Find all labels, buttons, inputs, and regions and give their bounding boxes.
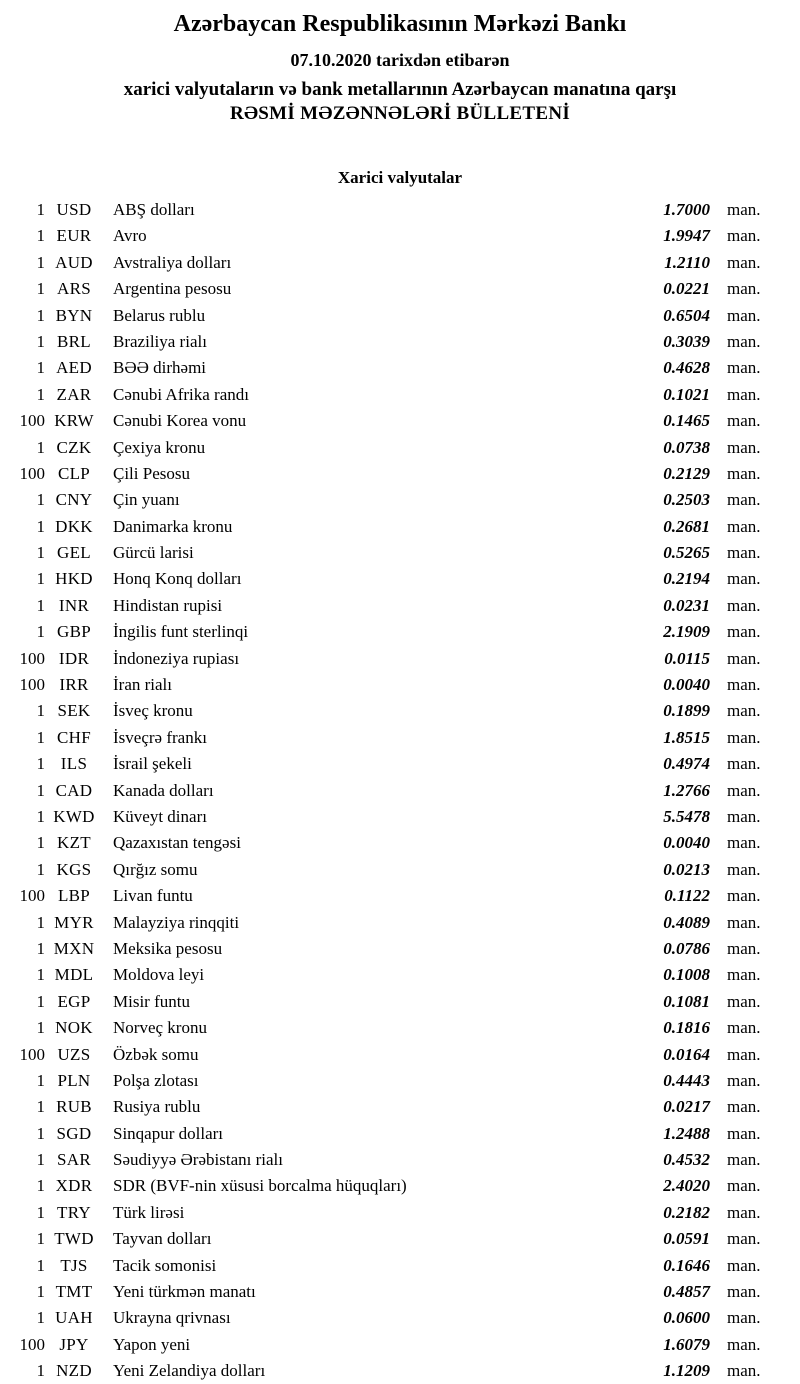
- currency-quantity: 1: [36, 1123, 45, 1143]
- currency-name: Honq Konq dolları: [113, 569, 242, 589]
- currency-code: XDR: [55, 1176, 93, 1196]
- currency-rate: 1.6079: [663, 1334, 710, 1354]
- rate-row: [0, 514, 800, 540]
- rate-row: [0, 329, 800, 355]
- currency-code: DKK: [55, 516, 93, 536]
- unit-label: man.: [727, 1070, 761, 1090]
- currency-quantity: 1: [36, 305, 45, 325]
- currency-code: IRR: [59, 675, 89, 695]
- currency-quantity: 1: [36, 1018, 45, 1038]
- rate-row: [0, 857, 800, 883]
- unit-label: man.: [727, 1044, 761, 1064]
- currency-rate: 0.0217: [663, 1097, 710, 1117]
- rate-row: [0, 593, 800, 619]
- unit-label: man.: [727, 384, 761, 404]
- currency-name: Qırğız somu: [113, 859, 198, 879]
- currency-quantity: 1: [36, 859, 45, 879]
- unit-label: man.: [727, 543, 761, 563]
- currency-code: KZT: [57, 833, 91, 853]
- currency-name: BƏƏ dirhəmi: [113, 358, 207, 378]
- currency-rate: 0.0213: [663, 859, 710, 879]
- currency-code: JPY: [59, 1334, 89, 1354]
- currency-code: TWD: [54, 1229, 94, 1249]
- unit-label: man.: [727, 1123, 761, 1143]
- currency-name: Livan funtu: [113, 886, 193, 906]
- rate-row: [0, 303, 800, 329]
- currency-rate: 1.2766: [663, 780, 710, 800]
- unit-label: man.: [727, 1308, 761, 1328]
- unit-label: man.: [727, 252, 761, 272]
- currency-name: Yapon yeni: [113, 1334, 191, 1354]
- unit-label: man.: [727, 200, 761, 219]
- rate-row: [0, 1173, 800, 1199]
- currency-rate: 0.4857: [663, 1282, 710, 1302]
- currency-code: BYN: [55, 305, 93, 325]
- unit-label: man.: [727, 912, 761, 932]
- rate-row: [0, 1332, 800, 1358]
- unit-label: man.: [727, 305, 761, 325]
- rate-row: [0, 910, 800, 936]
- rate-row: [0, 830, 800, 856]
- currency-rate: 1.1209: [663, 1361, 710, 1381]
- currency-code: MXN: [53, 938, 95, 958]
- currency-name: Türk lirəsi: [113, 1202, 185, 1222]
- currency-name: Norveç kronu: [113, 1018, 207, 1038]
- currency-name: İsveçrə frankı: [113, 727, 207, 747]
- currency-code: SAR: [57, 1150, 91, 1170]
- currency-quantity: 1: [36, 1150, 45, 1170]
- currency-name: Özbək somu: [113, 1044, 199, 1064]
- unit-label: man.: [727, 938, 761, 958]
- rate-row: [0, 355, 800, 381]
- currency-quantity: 1: [36, 1070, 45, 1090]
- rate-row: [0, 619, 800, 645]
- currency-name: Çin yuanı: [113, 490, 180, 510]
- rate-row: [0, 989, 800, 1015]
- currency-code: EGP: [57, 991, 91, 1011]
- rate-row: [0, 936, 800, 962]
- currency-quantity: 1: [36, 437, 45, 457]
- currency-rate: 0.4628: [663, 358, 710, 378]
- currency-name: İran rialı: [113, 675, 172, 695]
- rate-row: [0, 566, 800, 592]
- rate-row: [0, 382, 800, 408]
- currency-quantity: 1: [36, 1282, 45, 1302]
- currency-code: UAH: [55, 1308, 93, 1328]
- currency-quantity: 1: [36, 569, 45, 589]
- unit-label: man.: [727, 1202, 761, 1222]
- unit-label: man.: [727, 859, 761, 879]
- currency-name: Meksika pesosu: [113, 938, 223, 958]
- currency-code: KGS: [56, 859, 92, 879]
- currency-code: MYR: [54, 912, 94, 932]
- currency-code: SGD: [56, 1123, 92, 1143]
- rate-row: [0, 1200, 800, 1226]
- rate-row: [0, 778, 800, 804]
- currency-quantity: 1: [36, 595, 45, 615]
- rate-row: [0, 1279, 800, 1305]
- currency-code: CNY: [55, 490, 93, 510]
- rate-row: [0, 672, 800, 698]
- rate-row: [0, 725, 800, 751]
- currency-rate: 0.1021: [663, 384, 710, 404]
- currency-quantity: 1: [36, 991, 45, 1011]
- currency-quantity: 1: [36, 384, 45, 404]
- currency-name: Polşa zlotası: [113, 1070, 199, 1090]
- currency-rate: 0.0786: [663, 938, 710, 958]
- unit-label: man.: [727, 1097, 761, 1117]
- currency-code: EUR: [56, 226, 92, 246]
- currency-code: INR: [58, 595, 90, 615]
- rate-row: [0, 1121, 800, 1147]
- currency-quantity: 100: [19, 648, 45, 668]
- currency-code: CLP: [57, 463, 91, 483]
- unit-label: man.: [727, 516, 761, 536]
- currency-quantity: 1: [36, 200, 45, 219]
- currency-name: Moldova leyi: [113, 965, 205, 985]
- currency-code: LBP: [57, 886, 91, 906]
- rate-row: [0, 487, 800, 513]
- currency-rate: 0.1008: [663, 965, 710, 985]
- currency-name: Avstraliya dolları: [113, 252, 232, 272]
- currency-rate: 0.0231: [663, 595, 710, 615]
- currency-rate: 0.2129: [663, 463, 710, 483]
- currency-code: RUB: [56, 1097, 92, 1117]
- currency-name: Cənubi Afrika randı: [113, 384, 249, 404]
- currency-rate: 0.4443: [663, 1070, 710, 1090]
- currency-quantity: 1: [36, 622, 45, 642]
- currency-quantity: 1: [36, 727, 45, 747]
- currency-code: CZK: [56, 437, 92, 457]
- currency-code: ILS: [60, 754, 88, 774]
- bank-title: Azərbaycan Respublikasının Mərkəzi Bankı: [173, 11, 627, 37]
- currency-rate: 0.0738: [663, 437, 710, 457]
- currency-code: ZAR: [56, 384, 92, 404]
- currency-rate: 0.2503: [663, 490, 710, 510]
- rate-row: [0, 1253, 800, 1279]
- rate-row: [0, 435, 800, 461]
- currency-rate: 1.9947: [663, 226, 710, 246]
- currency-name: İsveç kronu: [113, 701, 193, 721]
- currency-quantity: 1: [36, 1308, 45, 1328]
- currency-name: Misir funtu: [113, 991, 190, 1011]
- rate-row: [0, 408, 800, 434]
- currency-quantity: 1: [36, 543, 45, 563]
- currency-name: Cənubi Korea vonu: [113, 411, 247, 431]
- currency-rate: 0.2194: [663, 569, 710, 589]
- currency-name: İndoneziya rupiası: [113, 648, 240, 668]
- unit-label: man.: [727, 1255, 761, 1275]
- rate-row: [0, 1226, 800, 1252]
- unit-label: man.: [727, 780, 761, 800]
- unit-label: man.: [727, 727, 761, 747]
- currency-quantity: 1: [36, 1361, 45, 1381]
- currency-quantity: 1: [36, 279, 45, 299]
- currency-code: BRL: [57, 331, 91, 351]
- currency-code: PLN: [57, 1070, 91, 1090]
- unit-label: man.: [727, 331, 761, 351]
- currency-rate: 1.2110: [664, 252, 710, 272]
- currency-rate: 0.2182: [663, 1202, 710, 1222]
- rate-row: [0, 962, 800, 988]
- unit-label: man.: [727, 279, 761, 299]
- currency-code: AED: [56, 358, 92, 378]
- currency-rate: 0.0164: [663, 1044, 710, 1064]
- currency-rate: 0.4974: [663, 754, 710, 774]
- currency-rate: 0.1465: [663, 411, 710, 431]
- currency-code: KWD: [53, 806, 95, 826]
- currency-quantity: 100: [19, 1334, 45, 1354]
- currency-code: ARS: [57, 279, 91, 299]
- rate-row: [0, 461, 800, 487]
- unit-label: man.: [727, 965, 761, 985]
- unit-label: man.: [727, 1361, 761, 1381]
- currency-quantity: 1: [36, 358, 45, 378]
- unit-label: man.: [727, 411, 761, 431]
- currency-code: GBP: [57, 622, 91, 642]
- rate-row: [0, 223, 800, 249]
- currency-name: İngilis funt sterlinqi: [113, 622, 249, 642]
- unit-label: man.: [727, 648, 761, 668]
- unit-label: man.: [727, 1150, 761, 1170]
- currency-rate: 0.1122: [664, 886, 710, 906]
- rate-row: [0, 1358, 800, 1384]
- unit-label: man.: [727, 622, 761, 642]
- rate-row: [0, 197, 800, 223]
- currency-rate: 0.1646: [663, 1255, 710, 1275]
- currency-quantity: 1: [36, 331, 45, 351]
- currency-code: NZD: [56, 1361, 92, 1381]
- rate-row: [0, 883, 800, 909]
- rate-row: [0, 540, 800, 566]
- rate-row: [0, 1068, 800, 1094]
- currency-rate: 1.8515: [663, 727, 710, 747]
- currency-quantity: 1: [36, 1176, 45, 1196]
- currency-name: Yeni Zelandiya dolları: [113, 1361, 266, 1381]
- unit-label: man.: [727, 886, 761, 906]
- currency-quantity: 1: [36, 938, 45, 958]
- currency-rate: 2.1909: [663, 622, 710, 642]
- currency-name: Rusiya rublu: [113, 1097, 201, 1117]
- rate-row: [0, 698, 800, 724]
- currency-rate: 0.1816: [663, 1018, 710, 1038]
- currency-quantity: 1: [36, 490, 45, 510]
- rate-row: [0, 1305, 800, 1331]
- currency-code: USD: [56, 200, 92, 219]
- unit-label: man.: [727, 991, 761, 1011]
- currency-name: Malayziya rinqqiti: [113, 912, 240, 932]
- unit-label: man.: [727, 701, 761, 721]
- currency-code: UZS: [57, 1044, 91, 1064]
- currency-quantity: 1: [36, 754, 45, 774]
- document-header: [0, 11, 800, 125]
- document-subtitle: xarici valyutaların və bank metallarının Azərbaycan manatına qarşı: [123, 79, 677, 100]
- currency-name: Gürcü larisi: [113, 543, 194, 563]
- unit-label: man.: [727, 1229, 761, 1249]
- currency-rate: 0.5265: [663, 543, 710, 563]
- currency-name: Ukrayna qrivnası: [113, 1308, 231, 1328]
- unit-label: man.: [727, 358, 761, 378]
- currency-name: İsrail şekeli: [113, 754, 192, 774]
- currency-name: Danimarka kronu: [113, 516, 233, 536]
- currency-quantity: 1: [36, 1255, 45, 1275]
- currency-name: Küveyt dinarı: [113, 806, 207, 826]
- currency-quantity: 1: [36, 226, 45, 246]
- unit-label: man.: [727, 806, 761, 826]
- unit-label: man.: [727, 463, 761, 483]
- currency-rate: 1.2488: [663, 1123, 710, 1143]
- unit-label: man.: [727, 1282, 761, 1302]
- currency-code: SEK: [57, 701, 91, 721]
- currency-rate: 0.0040: [663, 833, 710, 853]
- currency-code: TMT: [55, 1282, 93, 1302]
- currency-quantity: 1: [36, 1202, 45, 1222]
- unit-label: man.: [727, 569, 761, 589]
- currency-name: Tayvan dolları: [113, 1229, 212, 1249]
- unit-label: man.: [727, 1018, 761, 1038]
- rate-row: [0, 1015, 800, 1041]
- currency-code: CHF: [57, 727, 91, 747]
- currency-code: GEL: [57, 543, 91, 563]
- currency-code: HKD: [55, 569, 93, 589]
- currency-name: Sinqapur dolları: [113, 1123, 224, 1143]
- currency-quantity: 100: [19, 411, 45, 431]
- rate-row: [0, 250, 800, 276]
- currency-quantity: 1: [36, 1097, 45, 1117]
- unit-label: man.: [727, 226, 761, 246]
- currency-quantity: 1: [36, 833, 45, 853]
- currency-name: Səudiyyə Ərəbistanı rialı: [113, 1150, 283, 1170]
- rate-row: [0, 804, 800, 830]
- currency-name: Braziliya rialı: [113, 331, 207, 351]
- currency-name: Kanada dolları: [113, 780, 214, 800]
- unit-label: man.: [727, 1176, 761, 1196]
- currency-rate: 1.7000: [663, 200, 710, 219]
- currency-quantity: 100: [19, 1044, 45, 1064]
- currency-rate: 0.0040: [663, 675, 710, 695]
- currency-quantity: 100: [19, 463, 45, 483]
- currency-code: TJS: [60, 1255, 88, 1275]
- currency-code: IDR: [58, 648, 90, 668]
- unit-label: man.: [727, 437, 761, 457]
- currency-quantity: 100: [19, 675, 45, 695]
- section-title-foreign-currencies: Xarici valyutalar: [337, 168, 463, 187]
- currency-name: SDR (BVF-nin xüsusi borcalma hüquqları): [113, 1176, 407, 1196]
- currency-name: Hindistan rupisi: [113, 595, 223, 615]
- currency-rate: 2.4020: [663, 1176, 710, 1196]
- currency-quantity: 1: [36, 780, 45, 800]
- rate-row: [0, 1147, 800, 1173]
- rate-row: [0, 646, 800, 672]
- rate-row: [0, 751, 800, 777]
- currency-quantity: 1: [36, 806, 45, 826]
- unit-label: man.: [727, 595, 761, 615]
- currency-rate: 0.0600: [663, 1308, 710, 1328]
- unit-label: man.: [727, 675, 761, 695]
- unit-label: man.: [727, 490, 761, 510]
- currency-code: CAD: [55, 780, 93, 800]
- currency-code: KRW: [54, 411, 94, 431]
- currency-code: AUD: [55, 252, 93, 272]
- currency-rate: 0.6504: [663, 305, 710, 325]
- currency-rate: 5.5478: [663, 806, 710, 826]
- currency-rate: 0.3039: [663, 331, 710, 351]
- rate-row: [0, 276, 800, 302]
- currency-rate: 0.0591: [663, 1229, 710, 1249]
- currency-name: Belarus rublu: [113, 305, 206, 325]
- currency-name: Argentina pesosu: [113, 279, 232, 299]
- unit-label: man.: [727, 1334, 761, 1354]
- currency-name: Avro: [113, 226, 147, 246]
- rate-row: [0, 1094, 800, 1120]
- bulletin-title: RƏSMİ MƏZƏNNƏLƏRİ BÜLLETENİ: [229, 103, 571, 124]
- currency-rate: 0.4532: [663, 1150, 710, 1170]
- currency-quantity: 100: [19, 886, 45, 906]
- currency-quantity: 1: [36, 252, 45, 272]
- currency-name: ABŞ dolları: [113, 200, 195, 219]
- currency-quantity: 1: [36, 912, 45, 932]
- unit-label: man.: [727, 833, 761, 853]
- currency-rate: 0.0221: [663, 279, 710, 299]
- currency-name: Çexiya kronu: [113, 437, 206, 457]
- currency-code: NOK: [55, 1018, 93, 1038]
- currency-rate: 0.1081: [663, 991, 710, 1011]
- currency-code: TRY: [57, 1202, 91, 1222]
- currency-quantity: 1: [36, 1229, 45, 1249]
- currency-rate: 0.4089: [663, 912, 710, 932]
- currency-rate: 0.1899: [663, 701, 710, 721]
- currency-quantity: 1: [36, 965, 45, 985]
- currency-rate: 0.2681: [663, 516, 710, 536]
- currency-name: Çili Pesosu: [113, 463, 190, 483]
- currency-name: Qazaxıstan tengəsi: [113, 833, 241, 853]
- effective-date-line: 07.10.2020 tarixdən etibarən: [290, 50, 510, 70]
- currency-code: MDL: [54, 965, 94, 985]
- currency-rate: 0.0115: [664, 648, 710, 668]
- currency-name: Yeni türkmən manatı: [113, 1282, 256, 1302]
- currency-name: Tacik somonisi: [113, 1255, 217, 1275]
- unit-label: man.: [727, 754, 761, 774]
- currency-quantity: 1: [36, 701, 45, 721]
- rate-row: [0, 1042, 800, 1068]
- rates-table: [0, 197, 800, 1384]
- currency-quantity: 1: [36, 516, 45, 536]
